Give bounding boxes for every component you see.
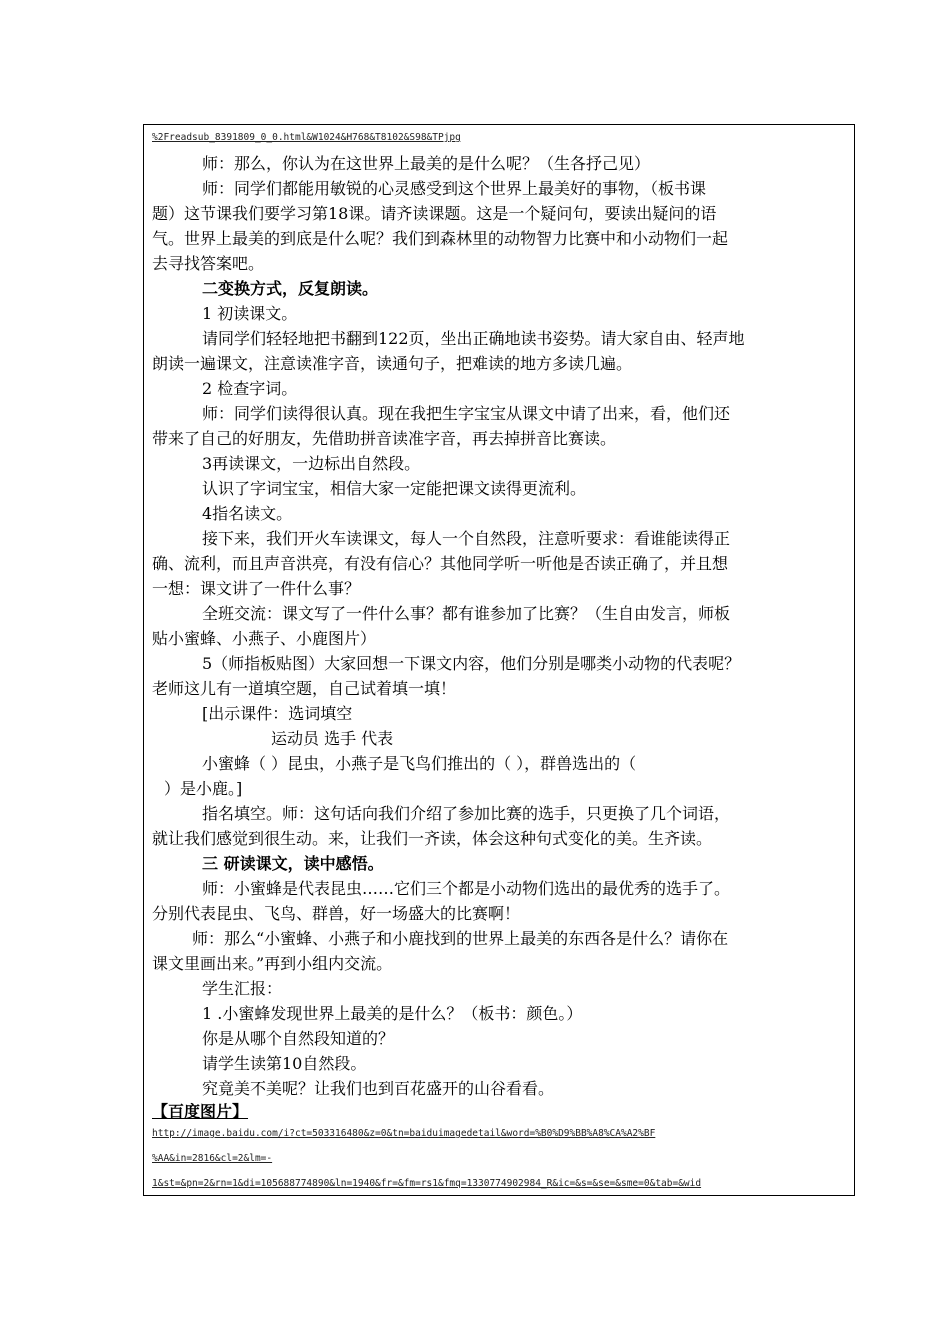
text-line: 师：同学们读得很认真。现在我把生字宝宝从课文中请了出来，看，他们还 — [202, 404, 731, 423]
text-line: 确、流利，而且声音洪亮，有没有信心？其他同学听一听他是否读正确了，并且想 — [152, 554, 729, 573]
text-line: 4指名读文。 — [202, 504, 293, 523]
text-line: 就让我们感觉到很生动。来，让我们一齐读，体会这种句式变化的美。生齐读。 — [152, 829, 713, 848]
text-line: 师：同学们都能用敏锐的心灵感受到这个世界上最美好的事物，（板书课 — [202, 179, 707, 198]
text-line: 带来了自己的好朋友，先借助拼音读准字音，再去掉拼音比赛读。 — [152, 429, 617, 448]
text-line: 学生汇报： — [202, 979, 283, 998]
text-line: 3再读课文，一边标出自然段。 — [202, 454, 421, 473]
text-line: 认识了字词宝宝，相信大家一定能把课文读得更流利。 — [202, 479, 587, 498]
text-line: 请学生读第10自然段。 — [202, 1054, 367, 1073]
word-choices: 运动员 选手 代表 — [271, 729, 394, 748]
text-line: 2 检查字词。 — [202, 379, 298, 398]
text-line: 全班交流：课文写了一件什么事？都有谁参加了比赛？（生自由发言，师板 — [202, 604, 731, 623]
text-line: 请同学们轻轻地把书翻到122页，坐出正确地读书姿势。请大家自由、轻声地 — [202, 329, 745, 348]
text-line: 朗读一遍课文，注意读准字音，读通句子，把难读的地方多读几遍。 — [152, 354, 633, 373]
source-url-line[interactable]: 1&st=&pn=2&rn=1&di=105688774890&ln=1940&fr=&fm=rs1&fmq=1330774902984_R&ic=&s=&se=&sme=0&tab=&wid — [152, 1178, 702, 1189]
text-line: 分别代表昆虫、飞鸟、群兽，好一场盛大的比赛啊！ — [152, 904, 521, 923]
source-url-line[interactable]: http://image.baidu.com/i?ct=503316480&z=0&tn=baiduimagedetail&word=%B0%D9%BB%A8%CA%A2%BF — [152, 1128, 656, 1139]
document-frame — [143, 124, 855, 1196]
text-line: 1 .小蜜蜂发现世界上最美的是什么？（板书：颜色。） — [202, 1004, 583, 1023]
text-line: 气。世界上最美的到底是什么呢？我们到森林里的动物智力比赛中和小动物们一起 — [152, 229, 729, 248]
url-fragment[interactable]: %2Freadsub_8391809_0_0.html&W1024&H768&T8102&S98&TPjpg — [152, 132, 461, 143]
text-line: 你是从哪个自然段知道的？ — [202, 1029, 395, 1048]
text-line: 题）这节课我们要学习第18课。请齐读课题。这是一个疑问句，要读出疑问的语 — [152, 204, 717, 223]
text-line: 接下来，我们开火车读课文，每人一个自然段，注意听要求：看谁能读得正 — [202, 529, 731, 548]
text-line: 老师这儿有一道填空题，自己试着填一填！ — [152, 679, 457, 698]
fill-in-blank: 小蜜蜂（ ）昆虫，小燕子是飞鸟们推出的（ ），群兽选出的（ — [202, 754, 637, 773]
text-line: 贴小蜜蜂、小燕子、小鹿图片） — [152, 629, 377, 648]
source-url-line[interactable]: %AA&in=2816&cl=2&lm=- — [152, 1153, 273, 1164]
text-line: 究竟美不美呢？让我们也到百花盛开的山谷看看。 — [202, 1079, 555, 1098]
text-line: [出示课件：选词填空 — [202, 704, 353, 723]
section-heading: 三 研读课文，读中感悟。 — [202, 854, 384, 873]
text-line: 一想：课文讲了一件什么事？ — [152, 579, 361, 598]
section-heading: 二变换方式，反复朗读。 — [202, 279, 379, 298]
text-line: 5（师指板贴图）大家回想一下课文内容，他们分别是哪类小动物的代表呢？ — [202, 654, 741, 673]
fill-in-blank: ）是小鹿。] — [164, 779, 243, 798]
text-line: 指名填空。师：这句话向我们介绍了参加比赛的选手，只更换了几个词语， — [202, 804, 731, 823]
text-line: 师：那么，你认为在这世界上最美的是什么呢？（生各抒己见） — [202, 154, 651, 173]
text-line: 师：小蜜蜂是代表昆虫……它们三个都是小动物们选出的最优秀的选手了。 — [202, 879, 731, 898]
text-line: 去寻找答案吧。 — [152, 254, 265, 273]
source-label: 【百度图片】 — [152, 1102, 249, 1121]
text-line: 课文里画出来。”再到小组内交流。 — [152, 954, 393, 973]
text-line: 1 初读课文。 — [202, 304, 298, 323]
text-line: 师：那么“小蜜蜂、小燕子和小鹿找到的世界上最美的东西各是什么？请你在 — [192, 929, 729, 948]
